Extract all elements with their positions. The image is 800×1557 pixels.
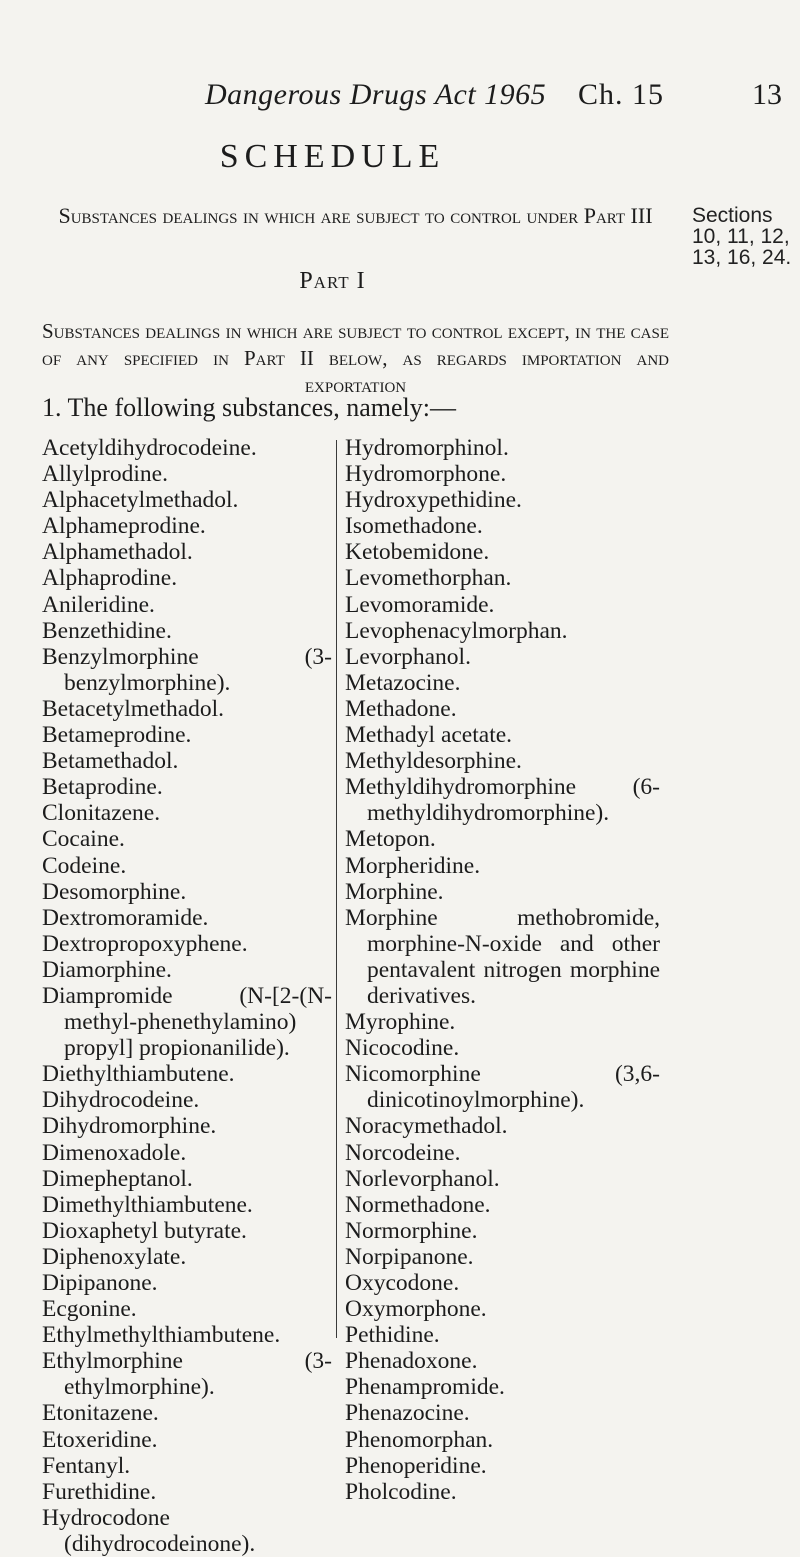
substance-item: Dioxaphetyl butyrate. xyxy=(42,1217,247,1244)
substance-item: Anileridine. xyxy=(42,591,155,618)
substance-item: Ethylmorphine (3-ethylmorphine). xyxy=(42,1348,332,1401)
substance-item: Oxymorphone. xyxy=(345,1296,487,1323)
substance-item: Methadone. xyxy=(345,695,457,722)
substance-list-left xyxy=(42,435,332,1557)
substance-item: Methyldesorphine. xyxy=(345,748,522,775)
substance-item: Levorphanol. xyxy=(345,643,471,670)
substance-item: Cocaine. xyxy=(42,826,125,853)
substance-item: Ecgonine. xyxy=(42,1296,137,1323)
substance-item: Nicomorphine (3,6-dinicotinoylmorphine). xyxy=(345,1061,660,1114)
substance-item: Metopon. xyxy=(345,826,436,853)
substance-item: Dipipanone. xyxy=(42,1270,158,1296)
substance-item: Diamorphine. xyxy=(42,956,172,983)
substance-item: Norpipanone. xyxy=(345,1243,474,1270)
substance-item: Dimethylthiambutene. xyxy=(42,1191,253,1218)
substance-item: Diethylthiambutene. xyxy=(42,1061,235,1088)
act-title: Dangerous Drugs Act 1965 xyxy=(205,78,547,111)
substance-item: Phenampromide. xyxy=(345,1374,505,1401)
substance-item: Myrophine. xyxy=(345,1009,456,1036)
substance-item: Fentanyl. xyxy=(42,1452,131,1479)
substance-item: Clonitazene. xyxy=(42,800,161,827)
substance-item: Dextromoramide. xyxy=(42,904,209,931)
substance-item: Levomoramide. xyxy=(345,591,495,618)
substance-item: Normethadone. xyxy=(345,1191,491,1218)
substance-item: Etonitazene. xyxy=(42,1400,159,1427)
substance-item: Pholcodine. xyxy=(345,1478,457,1505)
substance-item: Dextropropoxyphene. xyxy=(42,930,248,957)
substance-item: Dihydrocodeine. xyxy=(42,1087,200,1114)
substance-item: Etoxeridine. xyxy=(42,1426,158,1453)
substance-item: Methadyl acetate. xyxy=(345,722,513,749)
substance-item: Benzylmorphine (3-benzylmorphine). xyxy=(42,643,332,696)
substance-item: Hydroxypethidine. xyxy=(345,487,522,514)
substance-item: Oxycodone. xyxy=(345,1270,460,1296)
substance-item: Alphaprodine. xyxy=(42,565,178,592)
substance-item: Hydromorphone. xyxy=(345,461,507,488)
part-heading: Part I xyxy=(299,268,366,294)
substance-item: Noracymethadol. xyxy=(345,1113,508,1140)
substance-item: Dihydromorphine. xyxy=(42,1113,217,1140)
substance-item: Furethidine. xyxy=(42,1478,157,1505)
substance-item: Levomethorphan. xyxy=(345,565,512,592)
substance-item: Normorphine. xyxy=(345,1217,478,1244)
paragraph-intro: 1. The following substances, namely:— xyxy=(42,393,457,422)
substance-item: Ethylmethylthiambutene. xyxy=(42,1322,281,1349)
substance-item: Betamethadol. xyxy=(42,748,179,775)
substance-item: Norlevorphanol. xyxy=(345,1165,500,1192)
substance-item: Dimenoxadole. xyxy=(42,1139,187,1166)
substance-item: Methyldihydromorphine (6-methyldihydromorphine). xyxy=(345,774,660,827)
substance-item: Alphamethadol. xyxy=(42,539,193,566)
page-number: 13 xyxy=(752,78,782,111)
substance-item: Nicocodine. xyxy=(345,1035,460,1062)
chapter-number: Ch. 15 xyxy=(578,78,665,111)
schedule-heading: Substances dealings in which are subject to control under Part III xyxy=(58,203,653,228)
part-description: Substances dealings in which are subject to control except, in the case of any specified in Part II below, as regards importation and exportation xyxy=(42,319,669,397)
substance-item: Phenadoxone. xyxy=(345,1348,478,1375)
substance-item: Metazocine. xyxy=(345,669,461,696)
column-divider xyxy=(336,440,337,1338)
substance-item: Betacetylmethadol. xyxy=(42,695,225,722)
substance-item: Alphameprodine. xyxy=(42,513,206,540)
substance-item: Diampromide (N-[2-(N-methyl-phenethylamino) propyl] propionanilide). xyxy=(42,982,332,1062)
substance-item: Morphine. xyxy=(345,878,444,905)
schedule-title: SCHEDULE xyxy=(219,138,446,175)
substance-item: Allylprodine. xyxy=(42,461,168,488)
substance-item: Betaprodine. xyxy=(42,774,163,801)
substance-item: Pethidine. xyxy=(345,1322,440,1349)
substance-item: Acetyldihydrocodeine. xyxy=(42,435,257,461)
substance-item: Morphine methobromide, morphine-N-oxide and other pentavalent nitrogen morphine derivatives. xyxy=(345,904,660,1009)
substance-item: Alphacetylmethadol. xyxy=(42,487,239,514)
substance-item: Phenomorphan. xyxy=(345,1426,494,1453)
substance-item: Benzethidine. xyxy=(42,617,172,644)
substance-item: Hydromorphinol. xyxy=(345,435,509,461)
substance-item: Levophenacylmorphan. xyxy=(345,617,568,644)
substance-item: Norcodeine. xyxy=(345,1139,461,1166)
substance-item: Phenoperidine. xyxy=(345,1452,487,1479)
substance-item: Phenazocine. xyxy=(345,1400,470,1427)
margin-side-note: Sections 10, 11, 12, 13, 16, 24. xyxy=(692,204,792,269)
substance-item: Desomorphine. xyxy=(42,878,187,905)
substance-item: Ketobemidone. xyxy=(345,539,490,566)
substance-item: Hydrocodone (dihydrocodeinone). xyxy=(42,1504,256,1557)
substance-list-right xyxy=(345,435,660,1505)
substance-item: Morpheridine. xyxy=(345,852,481,879)
substance-item: Diphenoxylate. xyxy=(42,1243,187,1270)
substance-item: Betameprodine. xyxy=(42,722,192,749)
substance-item: Isomethadone. xyxy=(345,513,483,540)
running-head xyxy=(0,78,800,112)
substance-item: Dimepheptanol. xyxy=(42,1165,193,1192)
substance-item: Codeine. xyxy=(42,852,127,879)
